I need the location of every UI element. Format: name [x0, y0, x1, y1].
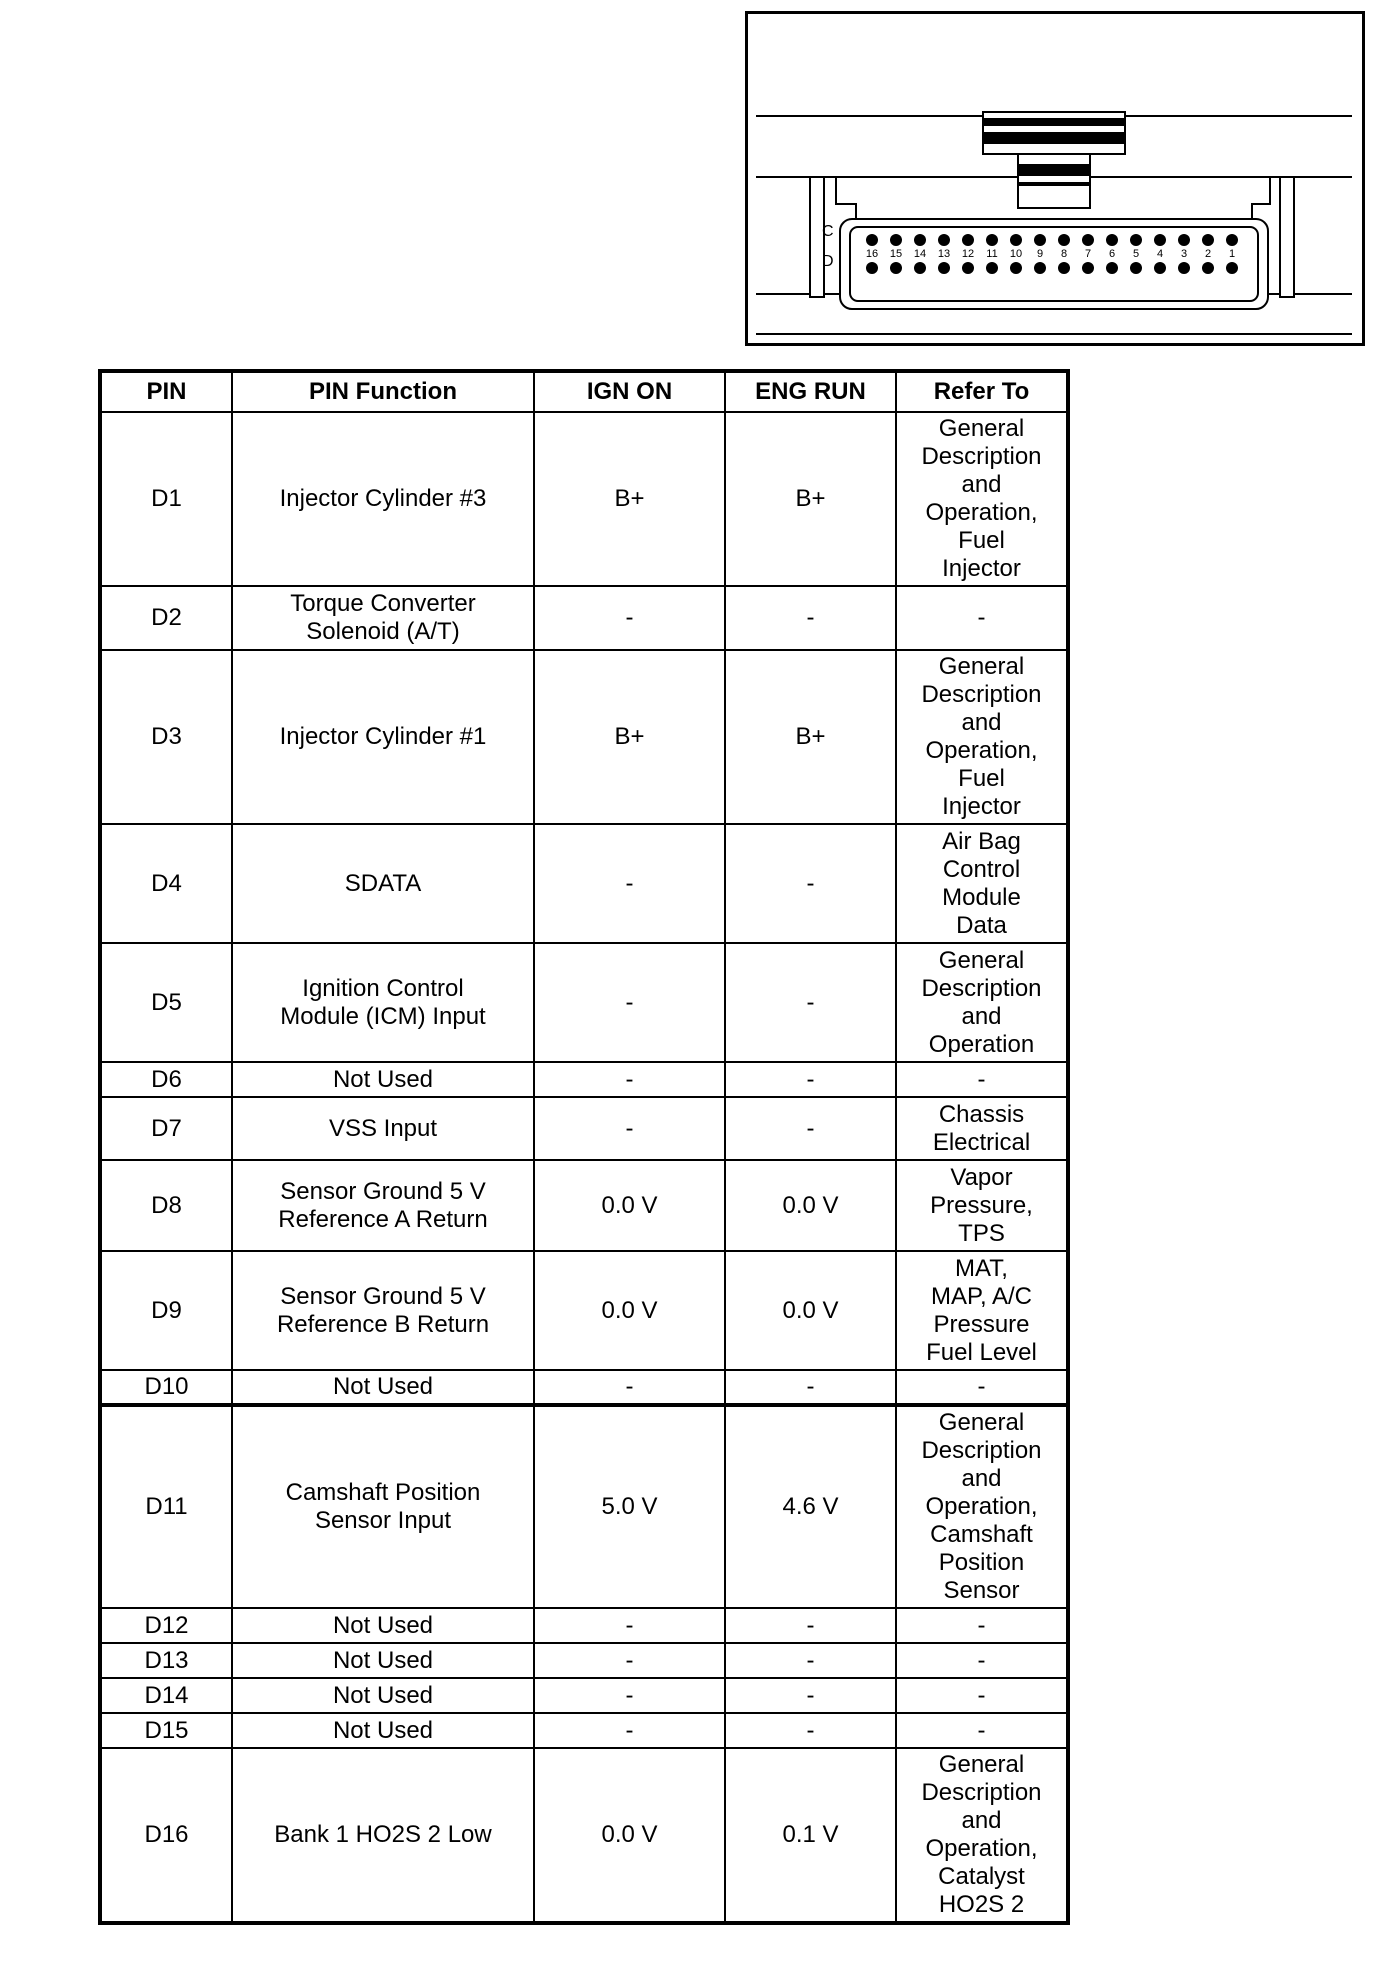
connector-row-label-d: D [822, 253, 834, 270]
table-row [100, 1678, 1068, 1713]
header-ign-on: IGN ON [534, 371, 725, 412]
cell-ign-on: 0.0 V [534, 1160, 725, 1251]
cell-ign-on: 0.0 V [534, 1748, 725, 1923]
cell-ign-on: B+ [534, 650, 725, 824]
cell-pin: D3 [100, 650, 232, 824]
table-row [100, 1713, 1068, 1748]
cell-refer-to: - [896, 1643, 1068, 1678]
cell-eng-run: 0.0 V [725, 1160, 896, 1251]
pin-dot-d16 [866, 262, 878, 274]
cell-pin: D1 [100, 412, 232, 586]
pin-dot-c14 [914, 234, 926, 246]
cell-pin-function: Sensor Ground 5 V Reference B Return [232, 1251, 534, 1370]
cell-refer-to: - [896, 1370, 1068, 1405]
cell-pin: D11 [100, 1405, 232, 1608]
pin-dot-c3 [1178, 234, 1190, 246]
header-pin-function: PIN Function [232, 371, 534, 412]
cell-pin-function: Injector Cylinder #1 [232, 650, 534, 824]
cell-pin: D15 [100, 1713, 232, 1748]
pin-dot-c16 [866, 234, 878, 246]
cell-ign-on: - [534, 586, 725, 650]
pin-dot-c10 [1010, 234, 1022, 246]
pin-dot-d7 [1082, 262, 1094, 274]
pin-dot-d13 [938, 262, 950, 274]
cell-pin: D13 [100, 1643, 232, 1678]
cell-pin-function: Not Used [232, 1713, 534, 1748]
cell-refer-to: - [896, 1608, 1068, 1643]
pin-number: 14 [913, 248, 927, 260]
pin-number: 12 [961, 248, 975, 260]
cell-eng-run: - [725, 1097, 896, 1160]
cell-refer-to: Vapor Pressure, TPS [896, 1160, 1068, 1251]
pin-dot-d1 [1226, 262, 1238, 274]
pin-number: 6 [1108, 248, 1116, 260]
pin-dot-c12 [962, 234, 974, 246]
table-row [100, 650, 1068, 824]
cell-pin: D6 [100, 1062, 232, 1097]
pin-number: 1 [1228, 248, 1236, 260]
cell-refer-to: Air Bag Control Module Data [896, 824, 1068, 943]
cell-pin: D2 [100, 586, 232, 650]
cell-eng-run: - [725, 1643, 896, 1678]
cell-refer-to: - [896, 1062, 1068, 1097]
table-header-row [100, 371, 1068, 412]
pin-dot-d5 [1130, 262, 1142, 274]
cell-refer-to: - [896, 586, 1068, 650]
pin-number: 2 [1204, 248, 1212, 260]
pin-dot-d9 [1034, 262, 1046, 274]
pin-dot-c1 [1226, 234, 1238, 246]
cell-pin-function: Not Used [232, 1643, 534, 1678]
pin-dot-c4 [1154, 234, 1166, 246]
cell-pin: D10 [100, 1370, 232, 1405]
pin-dot-c7 [1082, 234, 1094, 246]
pin-dot-d4 [1154, 262, 1166, 274]
pin-number: 9 [1036, 248, 1044, 260]
header-eng-run: ENG RUN [725, 371, 896, 412]
table-row [100, 1370, 1068, 1405]
cell-ign-on: - [534, 1678, 725, 1713]
pin-dot-d14 [914, 262, 926, 274]
cell-pin-function: Ignition Control Module (ICM) Input [232, 943, 534, 1062]
cell-pin: D9 [100, 1251, 232, 1370]
pinout-table [98, 369, 1070, 1925]
table-row [100, 824, 1068, 943]
cell-ign-on: - [534, 1097, 725, 1160]
table-row [100, 1643, 1068, 1678]
pin-number: 10 [1009, 248, 1023, 260]
pin-number: 11 [986, 248, 998, 260]
cell-eng-run: 4.6 V [725, 1405, 896, 1608]
cell-pin-function: VSS Input [232, 1097, 534, 1160]
pin-number: 3 [1180, 248, 1188, 260]
table-row [100, 1062, 1068, 1097]
cell-ign-on: 0.0 V [534, 1251, 725, 1370]
table-row [100, 943, 1068, 1062]
cell-refer-to: General Description and Operation, Fuel Injector [896, 650, 1068, 824]
cell-pin-function: SDATA [232, 824, 534, 943]
cell-refer-to: General Description and Operation, Fuel Injector [896, 412, 1068, 586]
cell-pin: D8 [100, 1160, 232, 1251]
cell-ign-on: - [534, 943, 725, 1062]
cell-refer-to: - [896, 1713, 1068, 1748]
connector-row-label-c: C [822, 223, 834, 240]
cell-pin-function: Torque Converter Solenoid (A/T) [232, 586, 534, 650]
cell-eng-run: - [725, 1678, 896, 1713]
connector-drawing [748, 14, 1362, 343]
cell-eng-run: - [725, 1713, 896, 1748]
pin-dot-c5 [1130, 234, 1142, 246]
pin-dot-c15 [890, 234, 902, 246]
cell-eng-run: - [725, 1062, 896, 1097]
header-pin: PIN [100, 371, 232, 412]
pin-number: 13 [937, 248, 951, 260]
cell-eng-run: - [725, 824, 896, 943]
cell-refer-to: General Description and Operation, Camshaft Position Sensor [896, 1405, 1068, 1608]
pin-dot-d8 [1058, 262, 1070, 274]
cell-pin-function: Camshaft Position Sensor Input [232, 1405, 534, 1608]
cell-eng-run: 0.1 V [725, 1748, 896, 1923]
pin-number: 8 [1060, 248, 1068, 260]
header-refer-to: Refer To [896, 371, 1068, 412]
cell-refer-to: MAT, MAP, A/C Pressure Fuel Level [896, 1251, 1068, 1370]
cell-pin: D4 [100, 824, 232, 943]
cell-refer-to: - [896, 1678, 1068, 1713]
cell-pin-function: Not Used [232, 1678, 534, 1713]
pin-dot-d11 [986, 262, 998, 274]
cell-pin: D7 [100, 1097, 232, 1160]
pin-dot-d2 [1202, 262, 1214, 274]
cell-ign-on: - [534, 1643, 725, 1678]
cell-pin-function: Not Used [232, 1608, 534, 1643]
cell-ign-on: - [534, 1062, 725, 1097]
pin-number: 4 [1156, 248, 1164, 260]
cell-pin-function: Not Used [232, 1062, 534, 1097]
cell-refer-to: Chassis Electrical [896, 1097, 1068, 1160]
pin-number: 7 [1084, 248, 1092, 260]
cell-eng-run: - [725, 1370, 896, 1405]
pin-dot-c13 [938, 234, 950, 246]
cell-ign-on: - [534, 1370, 725, 1405]
cell-pin: D14 [100, 1678, 232, 1713]
pin-number: 16 [865, 248, 879, 260]
cell-ign-on: 5.0 V [534, 1405, 725, 1608]
cell-eng-run: 0.0 V [725, 1251, 896, 1370]
cell-ign-on: - [534, 1713, 725, 1748]
cell-ign-on: - [534, 1608, 725, 1643]
pin-dot-d10 [1010, 262, 1022, 274]
cell-refer-to: General Description and Operation, Catalyst HO2S 2 [896, 1748, 1068, 1923]
pin-dot-d12 [962, 262, 974, 274]
cell-pin-function: Not Used [232, 1370, 534, 1405]
pin-dot-d3 [1178, 262, 1190, 274]
cell-eng-run: - [725, 1608, 896, 1643]
table-row [100, 1608, 1068, 1643]
pin-dot-c2 [1202, 234, 1214, 246]
cell-pin: D12 [100, 1608, 232, 1643]
cell-ign-on: B+ [534, 412, 725, 586]
table-row [100, 1251, 1068, 1370]
pin-dot-c9 [1034, 234, 1046, 246]
pin-dot-c11 [986, 234, 998, 246]
pin-dot-c8 [1058, 234, 1070, 246]
pin-dot-d6 [1106, 262, 1118, 274]
pin-dot-d15 [890, 262, 902, 274]
table-row [100, 1097, 1068, 1160]
cell-pin-function: Bank 1 HO2S 2 Low [232, 1748, 534, 1923]
pin-number: 15 [889, 248, 903, 260]
cell-eng-run: B+ [725, 412, 896, 586]
pin-number: 5 [1132, 248, 1140, 260]
table-row [100, 412, 1068, 586]
cell-pin-function: Injector Cylinder #3 [232, 412, 534, 586]
cell-eng-run: - [725, 943, 896, 1062]
connector-diagram [745, 11, 1365, 346]
table-row [100, 1748, 1068, 1923]
cell-ign-on: - [534, 824, 725, 943]
table-row [100, 1160, 1068, 1251]
cell-pin-function: Sensor Ground 5 V Reference A Return [232, 1160, 534, 1251]
table-row [100, 1405, 1068, 1608]
cell-refer-to: General Description and Operation [896, 943, 1068, 1062]
pin-dot-c6 [1106, 234, 1118, 246]
cell-pin: D16 [100, 1748, 232, 1923]
table-row [100, 586, 1068, 650]
cell-eng-run: B+ [725, 650, 896, 824]
cell-eng-run: - [725, 586, 896, 650]
cell-pin: D5 [100, 943, 232, 1062]
